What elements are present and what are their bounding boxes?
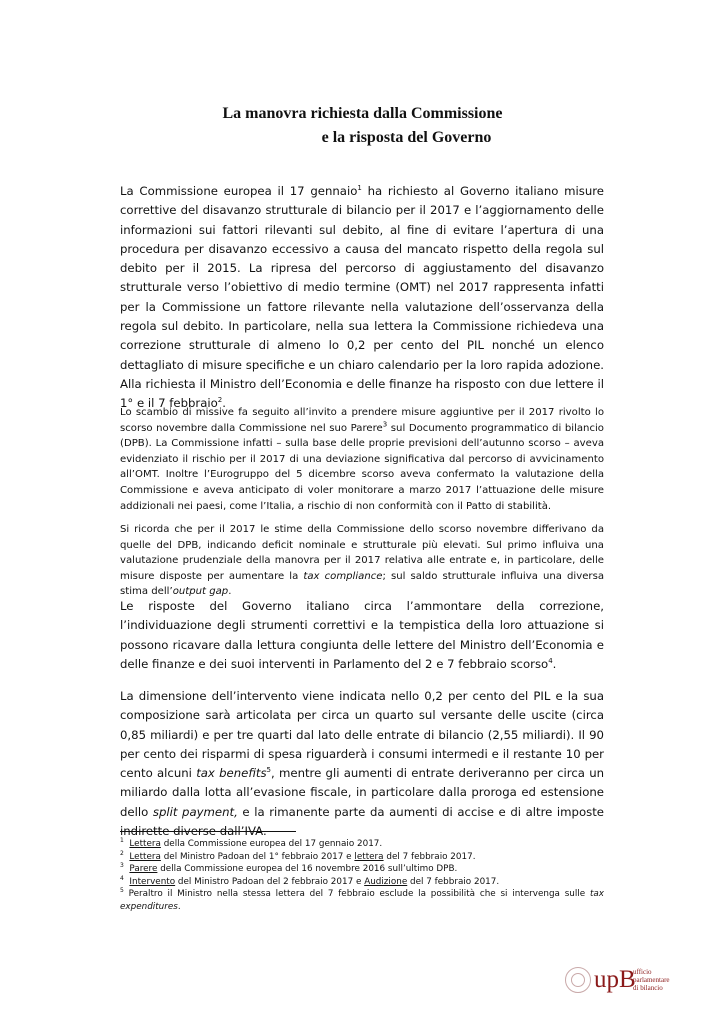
italic-term: split payment,	[152, 804, 238, 819]
footnote-ref-3[interactable]: 3	[382, 420, 388, 429]
title-line-2: e la risposta del Governo	[321, 129, 492, 146]
italic-term: tax compliance	[303, 570, 383, 582]
footnote-text: .	[177, 901, 181, 912]
footnote-ref-2[interactable]: 2	[217, 396, 223, 405]
paragraph-intro	[120, 182, 604, 414]
text-run: sul Documento programmatico di bilancio (DPB). La Commissione infatti – sulla base delle proprie previsioni dell’autunno scorso – aveva evidenziato il rischio per il 2017 di una deviazione significativa dal percorso di avvicinamento all’OMT. Inoltre l’Eurogruppo del 5 dicembre scorso aveva confermato la valutazione della Commissione e aveva anticipato di voler monitorare a marzo 2017 l’attuazione delle misure addizionali nei paesi, come l’Italia, a rischio di non conformità con il Patto di stabilità.	[120, 422, 604, 512]
text-run: Si ricorda che per il 2017 le stime della Commissione dello scorso novembre differivano da quelle del DPB, indicando deficit nominale e strutturale più elevati. Sul primo influiva una valutazione prudenziale della manovra per il 2017 relativa alle entrate e, in particolare, delle misure disposte per aumentare la	[120, 524, 604, 582]
footnotes	[120, 838, 604, 913]
footnote-link-lettera-padoan-1[interactable]: Lettera	[129, 851, 161, 862]
italic-term: output gap	[172, 586, 229, 598]
text-run: Le risposte del Governo italiano circa l’ammontare della correzione, l’individuazione degli strumenti correttivi e la tempistica della loro attuazione si possono ricavare dalla lettura congiunta delle lettere del Ministro dell’Economia e delle finanze e dei suoi interventi in Parlamento del 2 e 7 febbraio scorso	[120, 599, 604, 671]
footnote-ref-5[interactable]: 5	[266, 766, 272, 775]
logo-subtitle-line: di bilancio	[633, 984, 663, 992]
footnote-number: 5	[120, 887, 124, 895]
footnote-text: del 7 febbraio 2017.	[383, 851, 476, 862]
upb-logo	[565, 965, 680, 997]
footnote-link-audizione[interactable]: Audizione	[364, 876, 408, 887]
logo-subtitle	[633, 968, 670, 992]
text-run: .	[222, 396, 226, 411]
footnote-number: 1	[120, 837, 124, 845]
text-run: e la rimanente parte da aumenti di accise e di altre imposte indirette diverse dall’IVA.	[120, 804, 604, 839]
footnote-2	[120, 851, 604, 864]
footnote-link-parere[interactable]: Parere	[129, 864, 158, 874]
footnote-ref-4[interactable]: 4	[548, 657, 553, 665]
paragraph-intervention-size	[120, 687, 604, 841]
footnote-ref-1[interactable]: 1	[357, 184, 362, 193]
footnote-1	[120, 838, 604, 851]
seal-icon	[565, 967, 591, 993]
text-run: ; sul saldo strutturale influiva una diversa stima dell’	[120, 570, 605, 598]
footnote-number: 2	[120, 849, 124, 857]
footnote-text: del Ministro Padoan del 1° febbraio 2017 e	[160, 851, 355, 862]
logo-mark: upB	[594, 966, 636, 993]
footnote-link-lettera-padoan-7[interactable]: lettera	[354, 851, 384, 862]
footnote-number: 4	[120, 874, 124, 882]
footnote-link-lettera-commissione[interactable]: Lettera	[129, 839, 161, 849]
footnote-text: della Commissione europea del 17 gennaio 2017.	[160, 839, 383, 849]
logo-subtitle-line: ufficio	[633, 968, 652, 976]
footnote-3	[120, 863, 604, 876]
footnote-link-intervento[interactable]: Intervento	[129, 876, 176, 887]
text-run: .	[552, 656, 557, 671]
title-line-1: La manovra richiesta dalla Commissione	[222, 105, 503, 122]
note-paragraph-exchange	[120, 405, 604, 514]
italic-term: tax expenditures	[120, 889, 604, 912]
paragraph-government-response	[120, 597, 604, 674]
footnote-number: 3	[120, 862, 124, 870]
note-paragraph-estimates	[120, 522, 604, 600]
text-run: La dimensione dell’intervento viene indicata nello 0,2 per cento del PIL e la sua composizione sarà articolata per circa un quarto sul versante delle uscite (circa 0,85 miliardi) e per tre quarti dal lato delle entrate di bilancio (2,55 miliardi). Il 90 per cento dei risparmi di spesa riguarderà i consumi intermedi e il restante 10 per cento alcuni	[120, 689, 604, 781]
text-run: , mentre gli aumenti di entrate deriveranno per circa un miliardo dalla lotta all’evasione fiscale, in particolare dalla proroga ed estensione dello	[120, 766, 605, 819]
footnote-text: Peraltro il Ministro nella stessa lettera del 7 febbraio esclude la possibilità che si intervenga sulle	[123, 889, 590, 899]
footnote-separator	[120, 831, 296, 832]
footnote-text: del 7 febbraio 2017.	[407, 876, 500, 887]
document-title	[0, 102, 725, 150]
footnote-5	[120, 888, 604, 913]
footnote-4	[120, 876, 604, 889]
logo-subtitle-line: parlamentare	[633, 976, 670, 984]
footnote-text: della Commissione europea del 16 novembre 2016 sull’ultimo DPB.	[157, 864, 458, 874]
text-run: ha richiesto al Governo italiano misure correttive del disavanzo strutturale di bilancio per il 2017 e l’aggiornamento delle informazioni sui fattori rilevanti sul debito, al fine di evitare l’apertura di una procedura per disavanzo eccessivo a causa del mancato rispetto della regola sul debito per il 2015. La ripresa del percorso di aggiustamento del disavanzo strutturale verso l’obiettivo di medio termine (OMT) nel 2017 rappresenta infatti per la Commissione un fattore rilevante nella valutazione dell’osservanza della regola sul debito. In particolare, nella sua lettera la Commissione richiedeva una correzione strutturale di almeno lo 0,2 per cento del PIL nonché un elenco dettagliato di misure specifiche e un chiaro calendario per la loro rapida adozione. Alla richiesta il Ministro dell’Economia e delle finanze ha risposto con due lettere il 1° e il 7 febbraio	[120, 184, 605, 411]
text-run: Lo scambio di missive fa seguito all’invito a prendere misure aggiuntive per il 2017 rivolto lo scorso novembre dalla Commissione nel suo Parere	[120, 407, 604, 434]
footnote-text: del Ministro Padoan del 2 febbraio 2017 e	[175, 876, 365, 887]
italic-term: tax benefits	[196, 766, 267, 781]
text-run: .	[228, 586, 232, 598]
text-run: La Commissione europea il 17 gennaio	[120, 184, 358, 198]
